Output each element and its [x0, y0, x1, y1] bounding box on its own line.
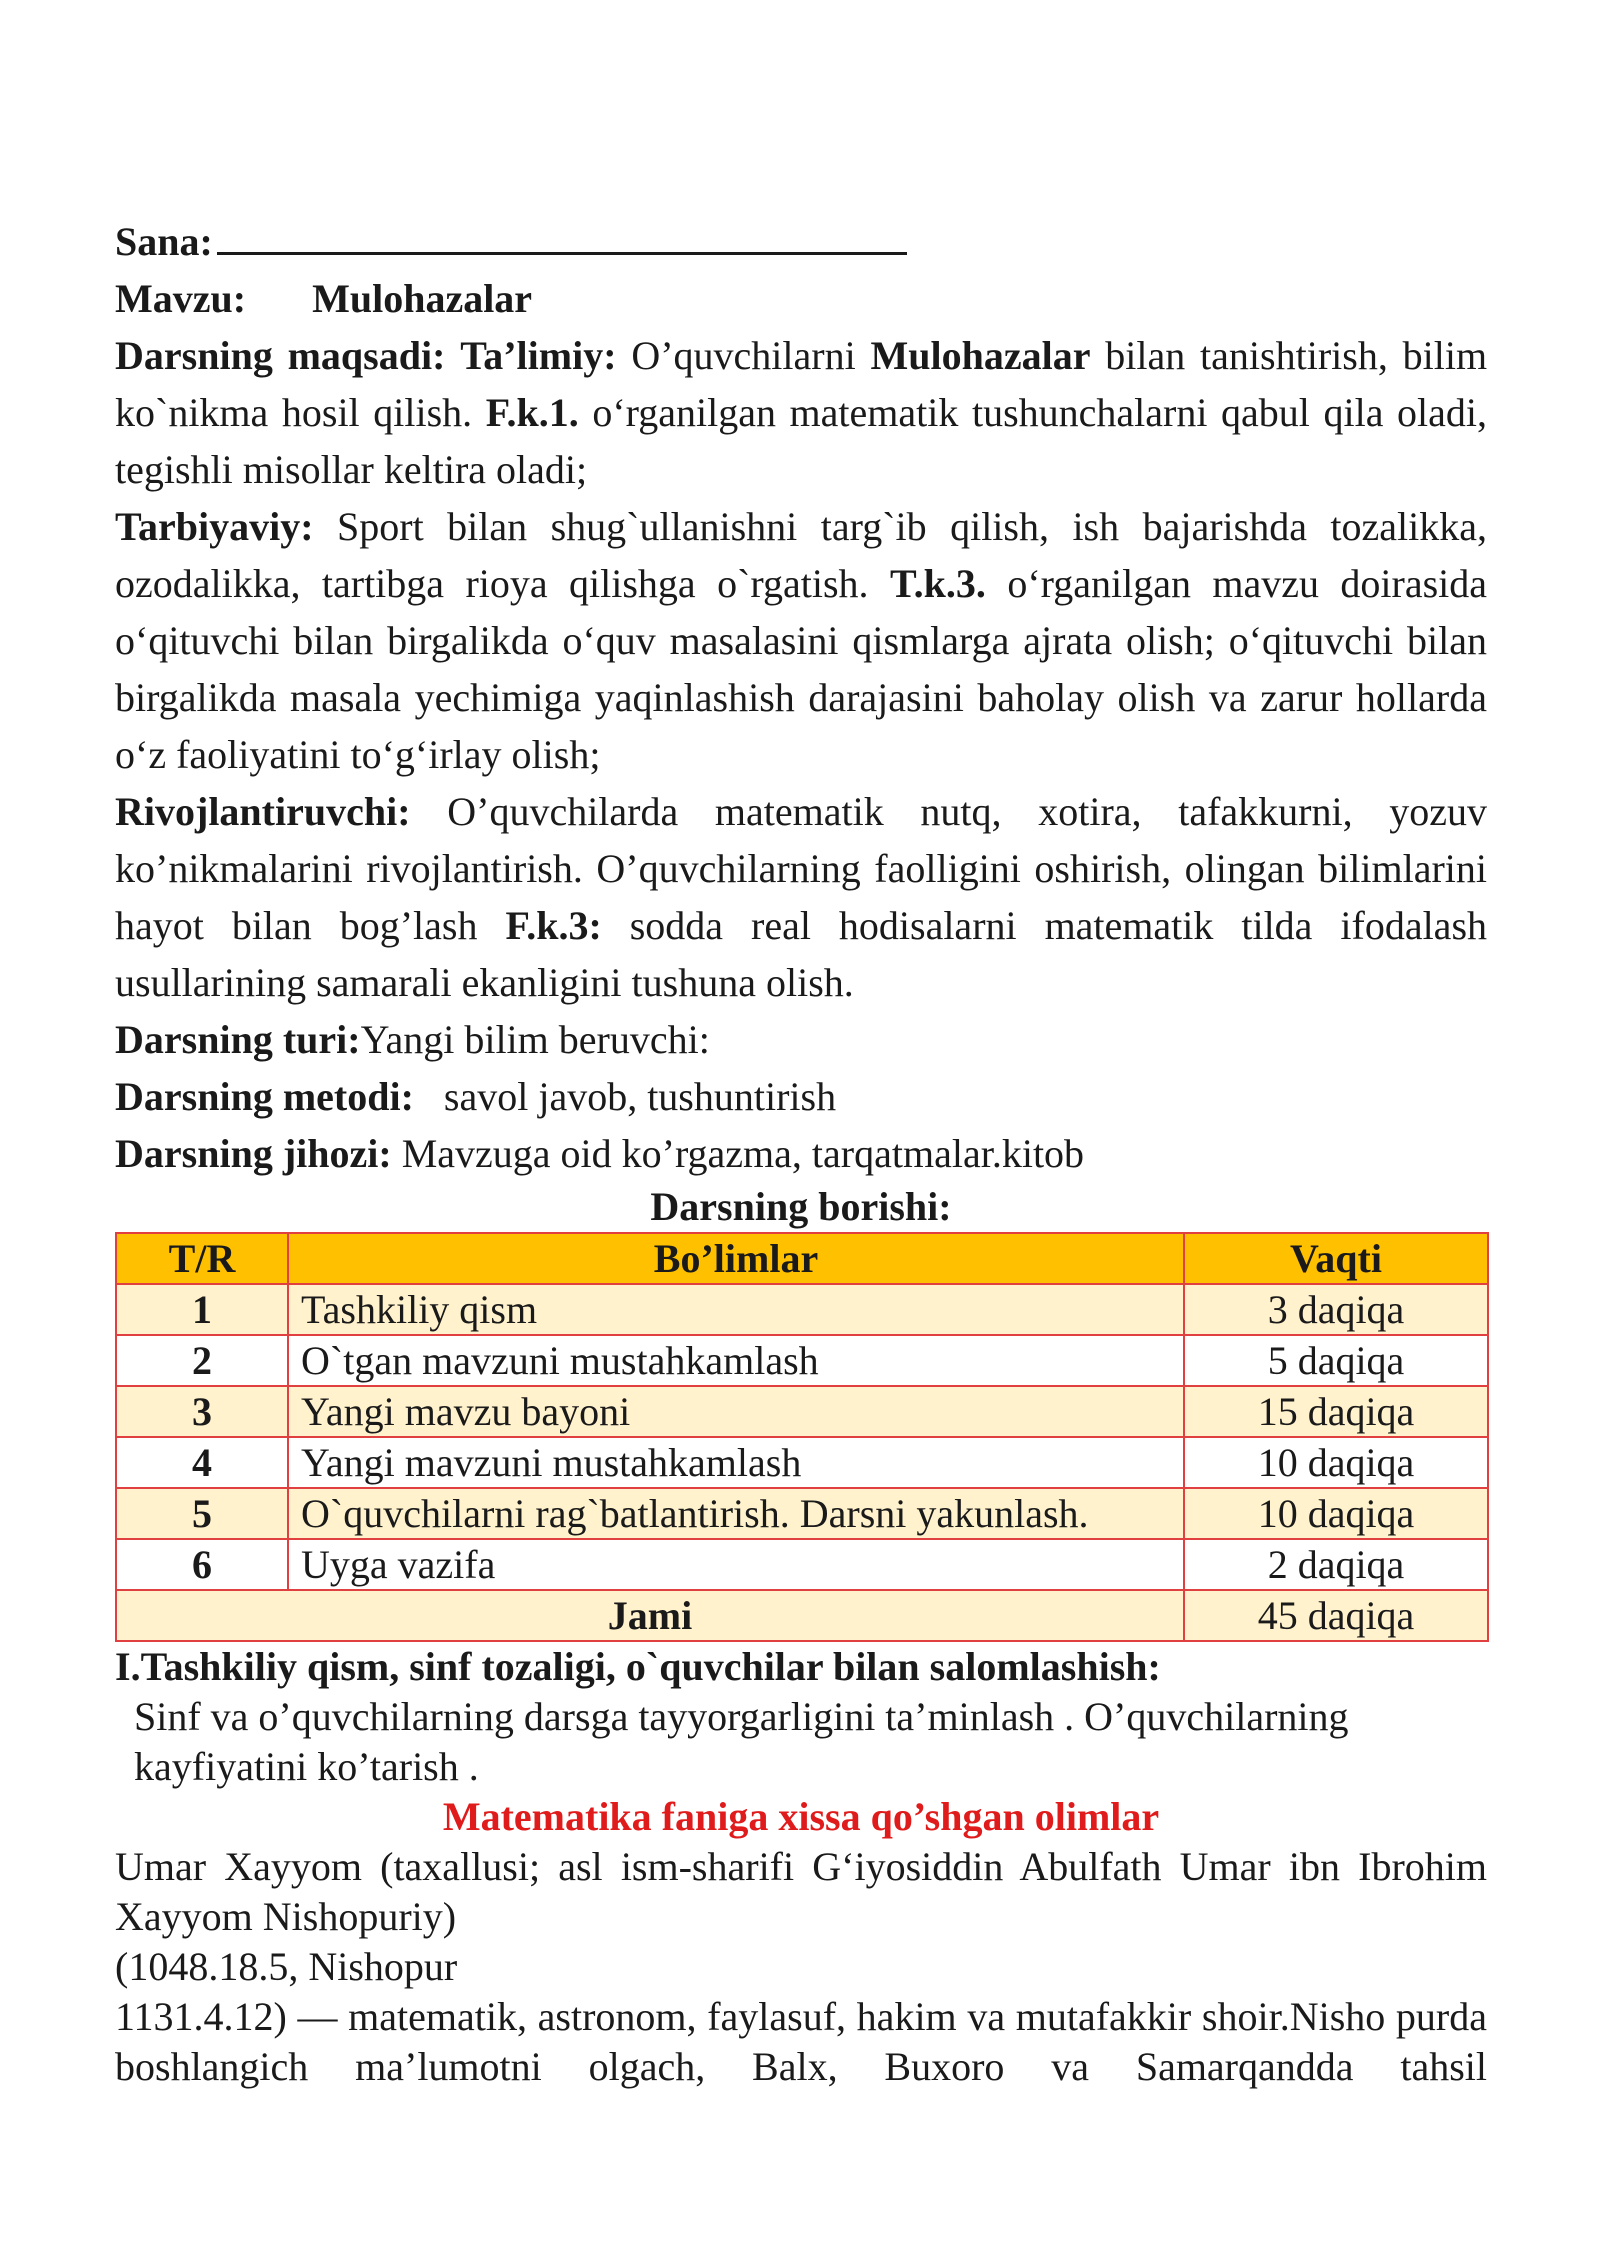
lesson-equipment-label: Darsning jihozi: [115, 1131, 392, 1176]
plan-title: Darsning borishi: [650, 1184, 952, 1229]
lesson-method-value: savol javob, tushuntirish [443, 1074, 837, 1119]
row-section: Tashkiliy qism [288, 1284, 1184, 1335]
row-time: 10 daqiqa [1184, 1437, 1488, 1488]
fk3-text: sodda real hodisalarni matematik tilda ifodalash usullarining samarali ekanligini tushuna olish. [115, 903, 1488, 1005]
row-time: 3 daqiqa [1184, 1284, 1488, 1335]
row-time: 5 daqiqa [1184, 1335, 1488, 1386]
lesson-type [115, 1011, 1487, 1068]
upbringing-label: Tarbiyaviy: [115, 504, 314, 549]
lesson-equipment [115, 1125, 1487, 1182]
educational-goal [115, 327, 1487, 498]
row-section: Uyga vazifa [288, 1539, 1184, 1590]
table-header-row [116, 1233, 1488, 1284]
developmental-label: Rivojlantiruvchi: [115, 789, 411, 834]
upbringing-goal [115, 498, 1487, 783]
developmental-text: O’quvchilarda matematik nutq, xotira, tafakkurni, yozuv ko’nikmalarini rivojlantirish. O’quvchilarning faolligini oshirish, olingan bilimlarini hayot bilan bog’lash [115, 789, 1488, 948]
table-row [116, 1284, 1488, 1335]
goal-label: Darsning maqsadi: [115, 333, 446, 378]
topic-line [115, 270, 1487, 327]
row-number: 1 [116, 1284, 288, 1335]
row-time: 2 daqiqa [1184, 1539, 1488, 1590]
fk1-label: F.k.1. [485, 390, 579, 435]
fk1-text: o‘rganilgan matematik tushunchalarni qabul qila oladi, tegishli misollar keltira oladi; [115, 390, 1488, 492]
header-time: Vaqti [1184, 1233, 1488, 1284]
educational-text-2: bilan tanishtirish, bilim ko`nikma hosil qilish. [115, 333, 1488, 435]
tk3-text: o‘rganilgan mavzu doirasida o‘qituvchi bilan birgalikda o‘quv masalasini qismlarga ajrata olish; o‘qituvchi bilan birgalikda masala yechimiga yaqinlashish darajasini baholay olish va zarur hollarda o‘z faoliyatini to‘g‘irlay olish; [115, 561, 1488, 777]
lesson-plan-table [115, 1232, 1489, 1642]
row-number: 6 [116, 1539, 288, 1590]
row-number: 2 [116, 1335, 288, 1386]
date-label: Sana: [115, 219, 213, 264]
fk3-label: F.k.3: [505, 903, 602, 948]
total-label: Jami [116, 1590, 1184, 1641]
row-number: 4 [116, 1437, 288, 1488]
educational-topic: Mulohazalar [870, 333, 1091, 378]
total-time: 45 daqiqa [1184, 1590, 1488, 1641]
header-sections: Bo’limlar [288, 1233, 1184, 1284]
row-time: 15 daqiqa [1184, 1386, 1488, 1437]
scientist-paragraph-3: 1131.4.12) — matematik, astronom, faylasuf, hakim va mutafakkir shoir.Nisho purda boshlangich ma’lumotni olgach, Balx, Buxoro va Samarqandda tahsil [115, 1994, 1487, 2089]
table-row [116, 1335, 1488, 1386]
lesson-equipment-value: Mavzuga oid ko’rgazma, tarqatmalar.kitob [401, 1131, 1085, 1176]
date-line [115, 210, 1487, 270]
table-row [116, 1386, 1488, 1437]
developmental-goal [115, 783, 1487, 1011]
date-blank [217, 210, 907, 255]
topic-value: Mulohazalar [312, 276, 533, 321]
section-1-text: Sinf va o’quvchilarning darsga tayyorgarligini ta’minlash . O’quvchilarning kayfiyatini ko’tarish . [134, 1694, 1349, 1789]
section-1-heading-text: I.Tashkiliy qism, sinf tozaligi, o`quvchilar bilan salomlashish: [115, 1644, 1161, 1689]
scientists-heading: Matematika faniga xissa qo’shgan olimlar [442, 1794, 1160, 1839]
educational-text-1: O’quvchilarni [631, 333, 856, 378]
row-section: O`tgan mavzuni mustahkamlash [288, 1335, 1184, 1386]
header-number: T/R [116, 1233, 288, 1284]
lesson-type-label: Darsning turi: [115, 1017, 361, 1062]
lesson-type-value: Yangi bilim beruvchi: [360, 1017, 710, 1062]
lesson-plan-page [115, 210, 1487, 2092]
row-section: Yangi mavzu bayoni [288, 1386, 1184, 1437]
table-row [116, 1437, 1488, 1488]
upbringing-text: Sport bilan shug`ullanishni targ`ib qilish, ish bajarishda tozalikka, ozodalikka, tartibga rioya qilishga o`rgatish. [115, 504, 1488, 606]
row-number: 3 [116, 1386, 288, 1437]
tk3-label: T.k.3. [889, 561, 986, 606]
row-number: 5 [116, 1488, 288, 1539]
scientist-paragraph-2: (1048.18.5, Nishopur [115, 1944, 458, 1989]
lesson-method [115, 1068, 1487, 1125]
table-total-row [116, 1590, 1488, 1641]
scientist-paragraph-1: Umar Xayyom (taxallusi; asl ism-sharifi G‘iyosiddin Abulfath Umar ibn Ibrohim Xayyom Nishopuriy) [115, 1844, 1487, 1939]
lesson-method-label: Darsning metodi: [115, 1074, 414, 1119]
row-section: Yangi mavzuni mustahkamlash [288, 1437, 1184, 1488]
table-row [116, 1539, 1488, 1590]
row-time: 10 daqiqa [1184, 1488, 1488, 1539]
educational-label: Ta’limiy: [460, 333, 617, 378]
table-row [116, 1488, 1488, 1539]
section-1-heading [115, 1642, 1487, 1692]
topic-label: Mavzu: [115, 276, 247, 321]
row-section: O`quvchilarni rag`batlantirish. Darsni yakunlash. [288, 1488, 1184, 1539]
